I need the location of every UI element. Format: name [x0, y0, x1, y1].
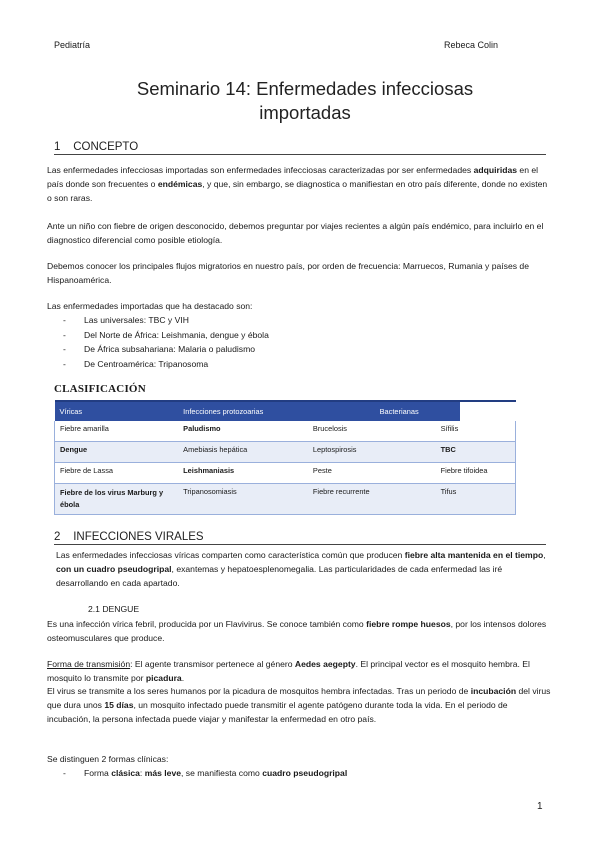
clasificacion-table — [54, 400, 516, 515]
formas-clinicas-list — [63, 766, 543, 781]
table-cell: Leishmaniasis — [178, 463, 308, 484]
header-left: Pediatría — [54, 40, 91, 50]
paragraph-concepto-2: Ante un niño con fiebre de origen desconocido, debemos preguntar por viajes recientes a algún país endémico, para incluirlo en el diagnostico diferencial como posible etiología. — [47, 221, 544, 245]
text: Las enfermedades infecciosas víricas comparten como característica común que producen — [56, 550, 405, 560]
section-title: CONCEPTO — [73, 141, 139, 153]
section-heading-infecciones-virales — [54, 531, 546, 545]
text: , por los intensos dolores osteomusculares que produce. — [47, 619, 547, 643]
text: : El agente transmisor pertenece al género — [130, 659, 295, 669]
subsection-dengue: 2.1 DENGUE — [88, 604, 140, 614]
table-cell: Fiebre tifoidea — [436, 463, 516, 484]
table-row — [55, 421, 516, 442]
bold-text: clásica — [111, 768, 140, 778]
section-number: 2 — [54, 531, 61, 543]
list-item: - De África subsahariana: Malaria o paludismo — [63, 342, 543, 357]
list-item: - Del Norte de África: Leishmania, dengue y ébola — [63, 328, 543, 343]
table-cell: Peste — [308, 463, 436, 484]
table-cell: Leptospirosis — [308, 442, 436, 463]
header-protozoarias: Infecciones protozoarias — [178, 401, 435, 421]
paragraph-virales-1 — [56, 548, 552, 590]
table-cell: Paludismo — [178, 421, 308, 442]
text: El virus se transmite a los seres humanos por la picadura de mosquitos hembra infectadas. Tras un periodo de — [47, 686, 471, 696]
text: en el país donde son frecuentes o — [47, 165, 539, 189]
table-row — [55, 463, 516, 484]
table-cell: Fiebre amarilla — [55, 421, 179, 442]
table-cell: Fiebre de los virus Marburg y ébola — [55, 484, 179, 515]
clasificacion-heading: CLASIFICACIÓN — [54, 383, 146, 395]
text: del virus que dura unos — [47, 686, 551, 710]
table-cell: TBC — [436, 442, 516, 463]
paragraph-dengue-3 — [47, 684, 552, 726]
title-line-2: importadas — [259, 102, 351, 123]
table-cell: Fiebre recurrente — [308, 484, 436, 515]
table-cell: Dengue — [55, 442, 179, 463]
paragraph-concepto-4: Las enfermedades importadas que ha destacado son: — [47, 301, 253, 311]
bold-text: fiebre rompe huesos — [366, 619, 451, 629]
text: : — [139, 768, 145, 778]
bold-text: fiebre alta mantenida en el tiempo — [404, 550, 544, 560]
bold-text: más leve — [144, 768, 182, 778]
text: , se manifiesta como — [181, 768, 263, 778]
header-bacterianas: Bacterianas — [380, 401, 460, 421]
bold-text: incubación — [470, 686, 517, 696]
text: , y que, sin embargo, se diagnostica o manifiestan en otro país diferente, donde no existen o son raras. — [47, 179, 548, 203]
table-cell: Amebiasis hepática — [178, 442, 308, 463]
section-title: INFECCIONES VIRALES — [73, 531, 204, 543]
bold-text: 15 días — [104, 700, 134, 710]
bold-text: picadura — [145, 673, 182, 683]
text: , un mosquito infectado puede transmitir el agente patógeno durante toda la vida. En el periodo de incubación, la persona infectada puede viajar y manifestar la enfermedad en otro país. — [47, 700, 508, 724]
paragraph-concepto-3: Debemos conocer los principales flujos migratorios en nuestro país, por orden de frecuencia: Marruecos, Rumania y países de Hispanoamérica. — [47, 261, 529, 285]
table-row — [55, 442, 516, 463]
table-cell: Fiebre de Lassa — [55, 463, 179, 484]
header-right: Rebeca Colin — [444, 40, 499, 50]
text: Las enfermedades infecciosas importadas son enfermedades infecciosas caracterizadas por ser enfermedades — [47, 165, 474, 175]
paragraph-concepto-1 — [47, 163, 552, 205]
importadas-list — [63, 313, 543, 371]
bold-text: Aedes aegepty — [294, 659, 356, 669]
header-viricas: Víricas — [55, 401, 179, 421]
table-cell: Tripanosomiasis — [178, 484, 308, 515]
text: Es una infección vírica febril, producida por un Flavivirus. Se conoce también como — [47, 619, 367, 629]
paragraph-dengue-1 — [47, 617, 552, 645]
table-cell: Tifus — [436, 484, 516, 515]
bold-text: adquiridas — [473, 165, 518, 175]
paragraph-dengue-4: Se distinguen 2 formas clínicas: — [47, 754, 169, 764]
table-header-row — [55, 401, 516, 421]
text: , — [543, 550, 546, 560]
bold-text: endémicas — [157, 179, 203, 189]
section-heading-concepto — [54, 141, 546, 155]
page-title — [60, 77, 550, 125]
table-row — [55, 484, 516, 515]
text: , exantemas y hepatoesplenomegalia. Las particularidades de cada enfermedad las iré desarrollando en cada apartado. — [56, 564, 503, 588]
section-number: 1 — [54, 141, 61, 153]
text: Forma — [84, 768, 112, 778]
paragraph-dengue-2 — [47, 657, 552, 685]
underlined-text: Forma de transmisión — [47, 659, 131, 669]
title-line-1: Seminario 14: Enfermedades infecciosas — [136, 78, 474, 99]
text: . El principal vector es el mosquito hembra. El mosquito lo transmite por — [47, 659, 530, 683]
list-item: - Las universales: TBC y VIH — [63, 313, 543, 328]
list-item — [63, 766, 543, 781]
text: . — [181, 673, 185, 683]
bold-text: cuadro pseudogripal — [262, 768, 348, 778]
table-cell: Sífilis — [436, 421, 516, 442]
table-cell: Brucelosis — [308, 421, 436, 442]
page-number: 1 — [537, 801, 543, 812]
bold-text: con un cuadro pseudogripal — [56, 564, 172, 574]
list-item: - De Centroamérica: Tripanosoma — [63, 357, 543, 372]
